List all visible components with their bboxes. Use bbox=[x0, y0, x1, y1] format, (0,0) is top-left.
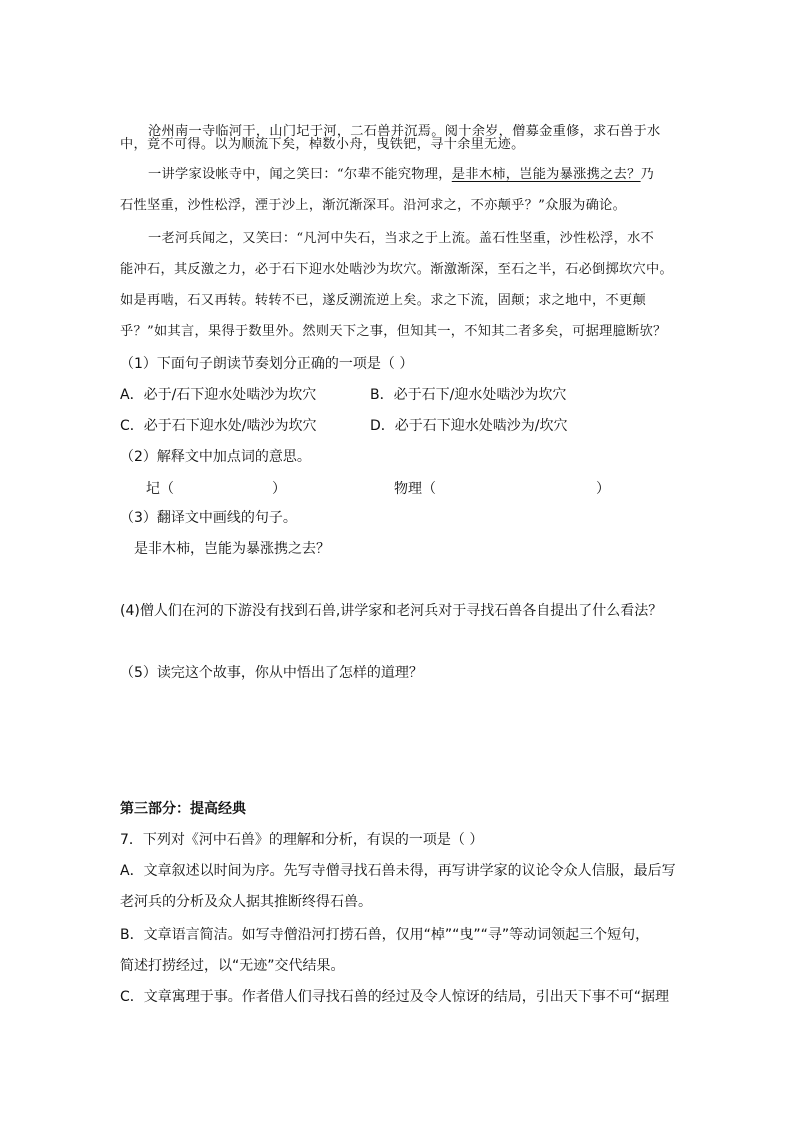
q5-stem: （5）读完这个故事，你从中悟出了怎样的道理？ bbox=[120, 665, 423, 681]
underlined-sentence: 是非木柿，岂能为暴涨携之去？ bbox=[451, 167, 641, 182]
q2-word2-label: 物理（ bbox=[394, 481, 436, 497]
q7-option-a-line2: 老河兵的分析及众人据其推断终得石兽。 bbox=[120, 894, 372, 910]
q7-stem: 7．下列对《河中石兽》的理解和分析，有误的一项是（ ） bbox=[120, 832, 484, 848]
passage-p2-line2: 石性坚重，沙性松浮，湮于沙上，渐沉渐深耳。沿河求之，不亦颠乎？”众服为确论。 bbox=[120, 198, 627, 213]
q3-stem: （3）翻译文中画线的句子。 bbox=[120, 510, 297, 526]
q3-sentence: 是非木柿，岂能为暴涨携之去？ bbox=[134, 541, 330, 557]
q1-options-row1 bbox=[120, 386, 680, 404]
q1-option-a: A．必于/石下迎水处啮沙为坎穴 bbox=[120, 387, 317, 403]
q7-option-b-line2: 简述打捞经过，以“无迹”交代结果。 bbox=[120, 958, 345, 974]
q4-stem: (4)僧人们在河的下游没有找到石兽,讲学家和老河兵对于寻找石兽各自提出了什么看法？ bbox=[120, 603, 663, 619]
passage-p3-line1: 一老河兵闻之，又笑曰：“凡河中失石，当求之于上流。盖石性坚重，沙性松浮，水不 bbox=[148, 231, 655, 246]
q1-option-c: C．必于石下迎水处/啮沙为坎穴 bbox=[120, 418, 317, 434]
q1-option-b: B．必于石下/迎水处啮沙为坎穴 bbox=[370, 387, 567, 403]
q1-option-d: D．必于石下迎水处啮沙为/坎穴 bbox=[370, 418, 568, 434]
section3-title: 第三部分：提高经典 bbox=[120, 801, 246, 817]
q2-stem: （2）解释文中加点词的意思。 bbox=[120, 449, 311, 465]
q7-option-b-line1: B．文章语言简洁。如写寺僧沿河打捞石兽，仅用“棹”“曳”“寻”等动词领起三个短句， bbox=[120, 927, 650, 943]
passage-p3-line4: 乎？”如其言，果得于数里外。然则天下之事，但知其一，不知其二者多矣，可据理臆断欤？ bbox=[120, 324, 667, 339]
passage-p1-line2: 中，竟不可得。以为顺流下矣，棹数小舟，曳铁钯，寻十余里无迹。 bbox=[120, 137, 525, 152]
passage-p2-text-a: 一讲学家设帐寺中，闻之笑曰：“尔辈不能究物理， bbox=[148, 167, 452, 182]
q2-word1-label: 圮（ bbox=[146, 481, 174, 497]
passage-p3-line3: 如是再啮，石又再转。转转不已，遂反溯流逆上矣。求之下流，固颠；求之地中，不更颠 bbox=[120, 293, 647, 308]
q7-option-c-line1: C．文章寓理于事。作者借人们寻找石兽的经过及令人惊讶的结局，引出天下事不可“据理 bbox=[120, 989, 670, 1005]
passage-p3-line2: 能冲石，其反激之力，必于石下迎水处啮沙为坎穴。渐激渐深，至石之半，石必倒掷坎穴中。 bbox=[120, 262, 673, 277]
passage-p2-text-b: 乃 bbox=[640, 167, 655, 182]
q1-stem: （1）下面句子朗读节奏划分正确的一项是（ ） bbox=[120, 356, 414, 372]
q2-word1-close: ） bbox=[272, 481, 286, 497]
q7-option-a-line1: A．文章叙述以时间为序。先写寺僧寻找石兽未得，再写讲学家的议论令众人信服，最后写 bbox=[120, 863, 676, 879]
passage-p1-line1: 沧州南一寺临河干，山门圮于河，二石兽并沉焉。阅十余岁，僧募金重修，求石兽于水 bbox=[148, 124, 661, 139]
q1-options-row2 bbox=[120, 417, 680, 435]
q2-word2-close: ） bbox=[596, 481, 610, 497]
passage-p2-line1 bbox=[148, 166, 680, 184]
